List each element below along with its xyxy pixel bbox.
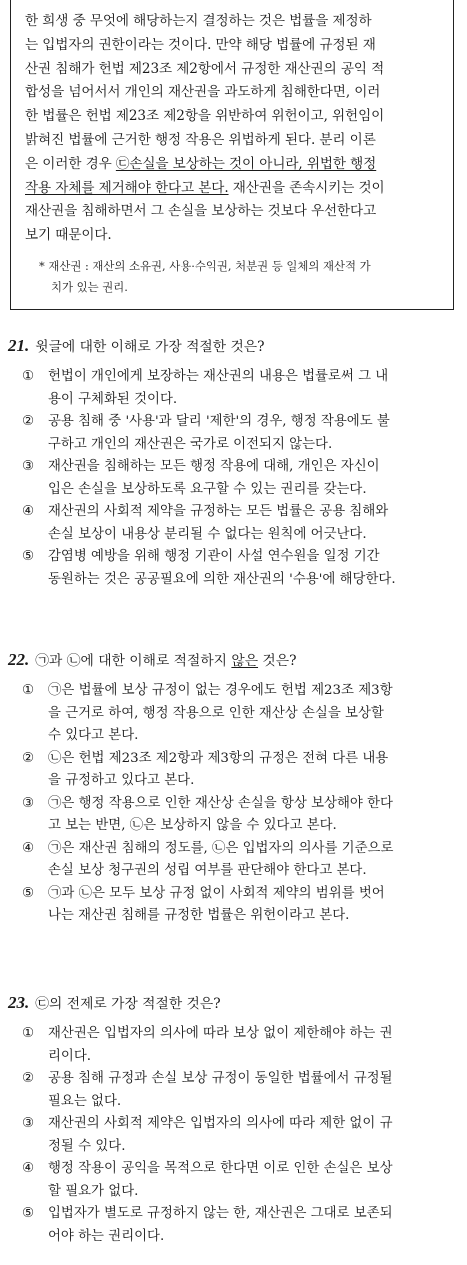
passage-line: 는 입법자의 권한이라는 것이다. 만약 해당 법률에 규정된 재 <box>25 36 376 53</box>
option-text: 손실 보상이 내용상 분리될 수 없다는 원칙에 어긋난다. <box>48 526 367 542</box>
option-text: 수 있다고 본다. <box>48 728 139 743</box>
question-text: ㉠과 ㉡에 대한 이해로 적절하지 <box>35 653 232 669</box>
answer-option-2[interactable] <box>8 1068 460 1113</box>
emphasis-underline: 않은 <box>231 653 259 669</box>
option-text: ㉡은 헌법 제23조 제2항과 제3항의 규정은 전혀 다른 내용 <box>48 750 389 766</box>
option-text: 용이 구체화된 것이다. <box>48 391 178 407</box>
option-text: 재산권은 입법자의 의사에 따라 보상 없이 제한해야 하는 권 <box>48 1026 393 1041</box>
option-text: 할 필요가 없다. <box>48 1183 139 1199</box>
option-text: 감염병 예방을 위해 행정 기관이 사설 연수원을 일정 기간 <box>48 549 380 564</box>
footnote-line: * 재산권 : 재산의 소유권, 사용·수익권, 처분권 등 일체의 재산적 가 <box>39 259 371 273</box>
answer-option-3[interactable] <box>8 793 460 838</box>
answer-option-1[interactable] <box>8 366 460 411</box>
question-number: 21. <box>8 336 30 355</box>
option-text: 재산권을 침해하는 모든 행정 작용에 대해, 개인은 자신이 <box>48 459 380 474</box>
answer-option-3[interactable] <box>8 1113 460 1158</box>
answer-option-1[interactable] <box>8 1023 460 1068</box>
question-21 <box>8 335 460 591</box>
answer-option-4[interactable] <box>8 838 460 883</box>
option-text: 나는 재산권 침해를 규정한 법률은 위헌이라고 본다. <box>48 908 350 923</box>
option-text: 공용 침해 중 '사용'과 달리 '제한'의 경우, 행정 작용에도 불 <box>48 414 390 429</box>
question-stem <box>8 649 460 672</box>
option-mark: ④ <box>22 1161 35 1176</box>
passage-line: 한 법률은 헌법 제23조 제2항을 위반하여 위헌이고, 위헌임이 <box>25 108 385 125</box>
question-number: 22. <box>8 650 30 669</box>
option-text: 정될 수 있다. <box>48 1138 126 1154</box>
option-mark: ③ <box>22 459 35 474</box>
option-text: 헌법이 개인에게 보장하는 재산권의 내용은 법률로써 그 내 <box>48 369 389 384</box>
passage-line: 밝혀진 법률에 근거한 행정 작용은 위법하게 된다. 분리 이론 <box>25 131 376 148</box>
option-text: 손실 보상 청구권의 성립 여부를 판단해야 한다고 본다. <box>48 863 367 878</box>
option-text: 재산권의 사회적 제약은 입법자의 의사에 따라 제한 없이 규 <box>48 1116 393 1131</box>
option-mark: ① <box>22 369 35 384</box>
option-text: 필요는 없다. <box>48 1093 122 1109</box>
question-stem <box>8 992 460 1015</box>
option-text: ㉠은 법률에 보상 규정이 없는 경우에도 헌법 제23조 제3항 <box>48 683 393 698</box>
option-mark: ⑤ <box>22 885 35 901</box>
passage-line: 재산권을 침해하면서 그 손실을 보상하는 것보다 우선한다고 <box>25 203 377 220</box>
option-text: 어야 하는 권리이다. <box>48 1228 165 1244</box>
option-text: 재산권의 사회적 제약을 규정하는 모든 법률은 공용 침해와 <box>48 504 389 519</box>
passage-line <box>25 153 445 177</box>
passage-line: 합성을 넘어서서 개인의 재산권을 과도하게 침해한다면, 이러 <box>25 84 381 101</box>
footnote-line: 치가 있는 권리. <box>51 280 128 294</box>
option-text: 입은 손실을 보상하도록 요구할 수 있는 권리를 갖는다. <box>48 481 367 497</box>
question-text: ㉢의 전제로 가장 적절한 것은? <box>35 996 221 1012</box>
option-text: ㉠은 재산권 침해의 정도를, ㉡은 입법자의 의사를 기준으로 <box>48 840 394 856</box>
option-mark: ② <box>22 414 35 429</box>
option-mark: ② <box>22 1071 35 1086</box>
answer-option-1[interactable] <box>8 680 460 748</box>
option-mark: ① <box>22 683 35 698</box>
option-text: 공용 침해 규정과 손실 보상 규정이 동일한 법률에서 규정될 <box>48 1071 393 1086</box>
option-mark: ② <box>22 750 35 766</box>
answer-option-5[interactable] <box>8 1203 460 1248</box>
option-mark: ③ <box>22 795 35 811</box>
question-23 <box>8 992 460 1248</box>
option-text: 동원하는 것은 공공필요에 의한 재산권의 '수용'에 해당한다. <box>48 571 396 587</box>
option-mark: ③ <box>22 1116 35 1131</box>
option-text: 을 근거로 하여, 행정 작용으로 인한 재산상 손실을 보상할 <box>48 705 384 721</box>
question-text: 것은? <box>258 653 297 669</box>
answer-option-4[interactable] <box>8 1158 460 1203</box>
question-number: 23. <box>8 993 30 1012</box>
passage-fragment: 재산권을 존속시키는 것이 <box>228 179 385 196</box>
passage-box <box>10 0 454 310</box>
footnote <box>39 256 449 298</box>
answer-option-2[interactable] <box>8 748 460 793</box>
option-text: 행정 작용이 공익을 목적으로 한다면 이로 인한 손실은 보상 <box>48 1161 393 1176</box>
option-text: 을 규정하고 있다고 본다. <box>48 773 195 788</box>
passage-fragment: 은 이러한 경우 <box>25 155 116 172</box>
answer-option-5[interactable] <box>8 546 460 591</box>
question-text: 윗글에 대한 이해로 가장 적절한 것은? <box>35 339 265 355</box>
option-text: 리이다. <box>48 1048 92 1064</box>
question-stem <box>8 335 460 358</box>
passage-line: 산권 침해가 헌법 제23조 제2항에서 규정한 재산권의 공익 적 <box>25 60 385 77</box>
passage-line: 보기 때문이다. <box>25 227 112 244</box>
answer-option-4[interactable] <box>8 501 460 546</box>
passage-line: 한 희생 중 무엇에 해당하는지 결정하는 것은 법률을 제정하 <box>25 13 372 29</box>
passage-line <box>25 177 445 201</box>
answer-option-2[interactable] <box>8 411 460 456</box>
option-mark: ④ <box>22 840 35 856</box>
option-text: 고 보는 반면, ㉡은 보상하지 않을 수 있다고 본다. <box>48 818 337 833</box>
option-mark: ④ <box>22 504 35 519</box>
passage-text <box>25 10 445 248</box>
option-mark: ⑤ <box>22 1206 35 1221</box>
answer-option-5[interactable] <box>8 883 460 928</box>
option-text: 입법자가 별도로 규정하지 않는 한, 재산권은 그대로 보존되 <box>48 1206 393 1221</box>
option-text: ㉠과 ㉡은 모두 보상 규정 없이 사회적 제약의 범위를 벗어 <box>48 885 385 901</box>
option-mark: ① <box>22 1026 35 1041</box>
answer-option-3[interactable] <box>8 456 460 501</box>
option-text: ㉠은 행정 작용으로 인한 재산상 손실을 항상 보상해야 한다 <box>48 795 393 811</box>
underlined-claim: 작용 자체를 제거해야 한다고 본다. <box>25 179 229 196</box>
question-22 <box>8 649 460 928</box>
option-mark: ⑤ <box>22 549 35 564</box>
option-text: 구하고 개인의 재산권은 국가로 이전되지 않는다. <box>48 436 333 452</box>
underlined-claim: ㉢손실을 보상하는 것이 아니라, 위법한 행정 <box>115 155 377 172</box>
